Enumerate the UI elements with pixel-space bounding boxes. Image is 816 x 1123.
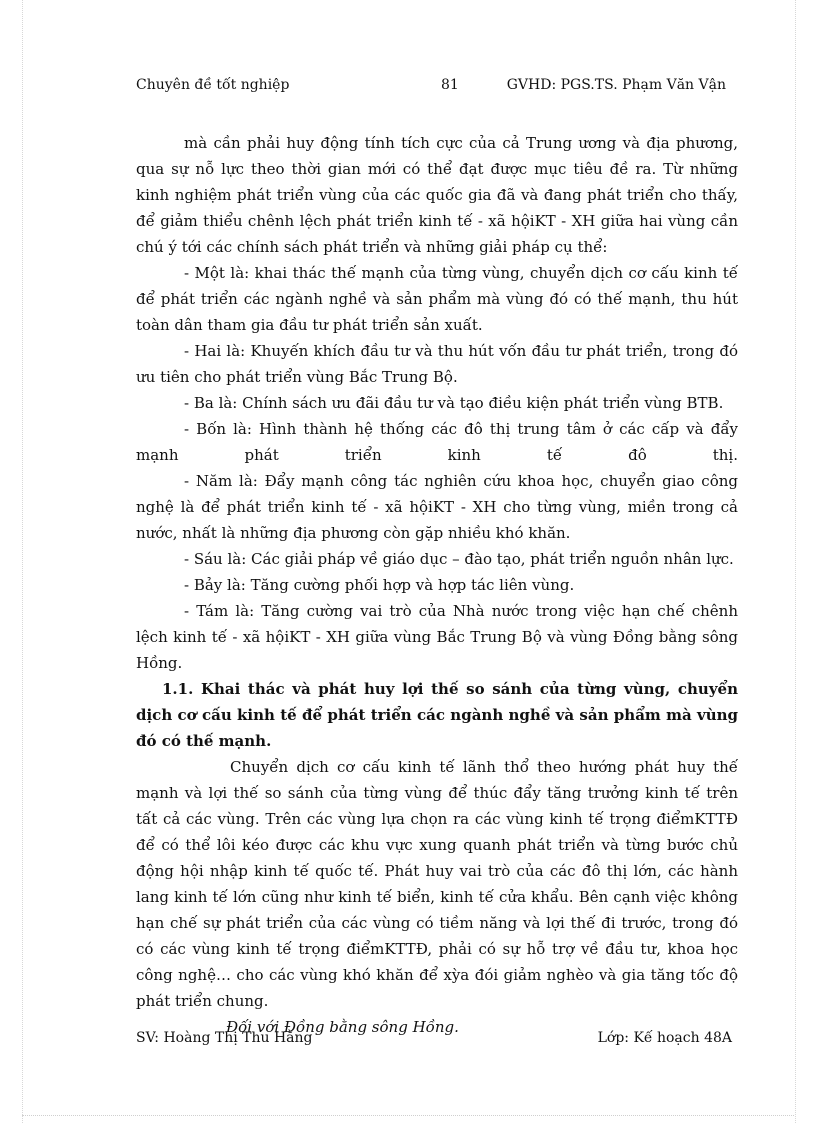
list-item-7: - Bảy là: Tăng cường phối hợp và hợp tác liên vùng. bbox=[184, 576, 575, 594]
footer-student: SV: Hoàng Thị Thu Hằng bbox=[136, 1030, 313, 1046]
paragraph-section: Chuyển dịch cơ cấu kinh tế lãnh thổ theo hướng phát huy thế mạnh và lợi thế so sánh của từng vùng để thúc đẩy tăng trưởng kinh tế trên tất cả các vùng. Trên các vùng lựa chọn ra các vùng kinh tế trọng điểmKTTĐ để có thể lôi kéo được các khu vực xung quanh phát triển và từng bước chủ động hội nhập kinh tế quốc tế. Phát huy vai trò của các đô thị lớn, các hành lang kinh tế lớn cũng như kinh tế biển, kinh tế cửa khẩu. Bên cạnh việc không hạn chế sự phát triển của các vùng có tiềm năng và lợi thế đi trước, trong đó có các vùng kinh tế trọng điểmKTTĐ, phải có sự hỗ trợ về đầu tư, khoa học công nghệ… cho các vùng khó khăn để xỳa đói giảm nghèo và gia tăng tốc độ phát triển chung. bbox=[136, 758, 738, 1010]
list-item-2: - Hai là: Khuyến khích đầu tư và thu hút vốn đầu tư phát triển, trong đó ưu tiên cho phát triển vùng Bắc Trung Bộ. bbox=[136, 342, 738, 386]
header-document-type: Chuyên đề tốt nghiệp bbox=[136, 77, 290, 93]
list-item-6: - Sáu là: Các giải pháp về giáo dục – đào tạo, phát triển nguồn nhân lực. bbox=[184, 550, 734, 568]
list-item-3: - Ba là: Chính sách ưu đãi đầu tư và tạo điều kiện phát triển vùng BTB. bbox=[184, 394, 724, 412]
list-item-5: - Năm là: Đẩy mạnh công tác nghiên cứu khoa học, chuyển giao công nghệ là để phát triển kinh tế - xã hộiKT - XH cho từng vùng, miền trong cả nước, nhất là những địa phương còn gặp nhiều khó khăn. bbox=[136, 472, 738, 542]
document-body bbox=[136, 130, 738, 1040]
list-item-8: - Tám là: Tăng cường vai trò của Nhà nước trong việc hạn chế chênh lệch kinh tế - xã hộiKT - XH giữa vùng Bắc Trung Bộ và vùng Đồng bằng sông Hồng. bbox=[136, 602, 738, 672]
list-item-1: - Một là: khai thác thế mạnh của từng vùng, chuyển dịch cơ cấu kinh tế để phát triển các ngành nghề và sản phẩm mà vùng đó có thế mạnh, thu hút toàn dân tham gia đầu tư phát triển sản xuất. bbox=[136, 264, 738, 334]
section-heading: 1.1. Khai thác và phát huy lợi thế so sánh của từng vùng, chuyển dịch cơ cấu kinh tế để phát triển các ngành nghề và sản phẩm mà vùng đó có thế mạnh. bbox=[136, 680, 738, 750]
footer-class: Lớp: Kế hoạch 48A bbox=[597, 1030, 732, 1046]
paragraph-intro: mà cần phải huy động tính tích cực của cả Trung ương và địa phương, qua sự nỗ lực theo thời gian mới có thể đạt được mục tiêu đề ra. Từ những kinh nghiệm phát triển vùng của các quốc gia đã và đang phát triển cho thấy, để giảm thiểu chênh lệch phát triển kinh tế - xã hộiKT - XH giữa hai vùng cần chú ý tới các chính sách phát triển và những giải pháp cụ thể: bbox=[136, 134, 738, 256]
header-page-number: 81 bbox=[441, 77, 459, 93]
header-supervisor: GVHD: PGS.TS. Phạm Văn Vận bbox=[506, 77, 726, 93]
page-header bbox=[136, 77, 742, 97]
subsection-heading: Đối với Đồng bằng sông Hồng. bbox=[226, 1018, 459, 1036]
list-item-4: - Bốn là: Hình thành hệ thống các đô thị trung tâm ở các cấp và đẩy mạnh phát triển kinh tế đô thị. bbox=[136, 420, 738, 464]
page-footer bbox=[136, 1030, 732, 1050]
page-bottom-edge bbox=[22, 1115, 794, 1116]
